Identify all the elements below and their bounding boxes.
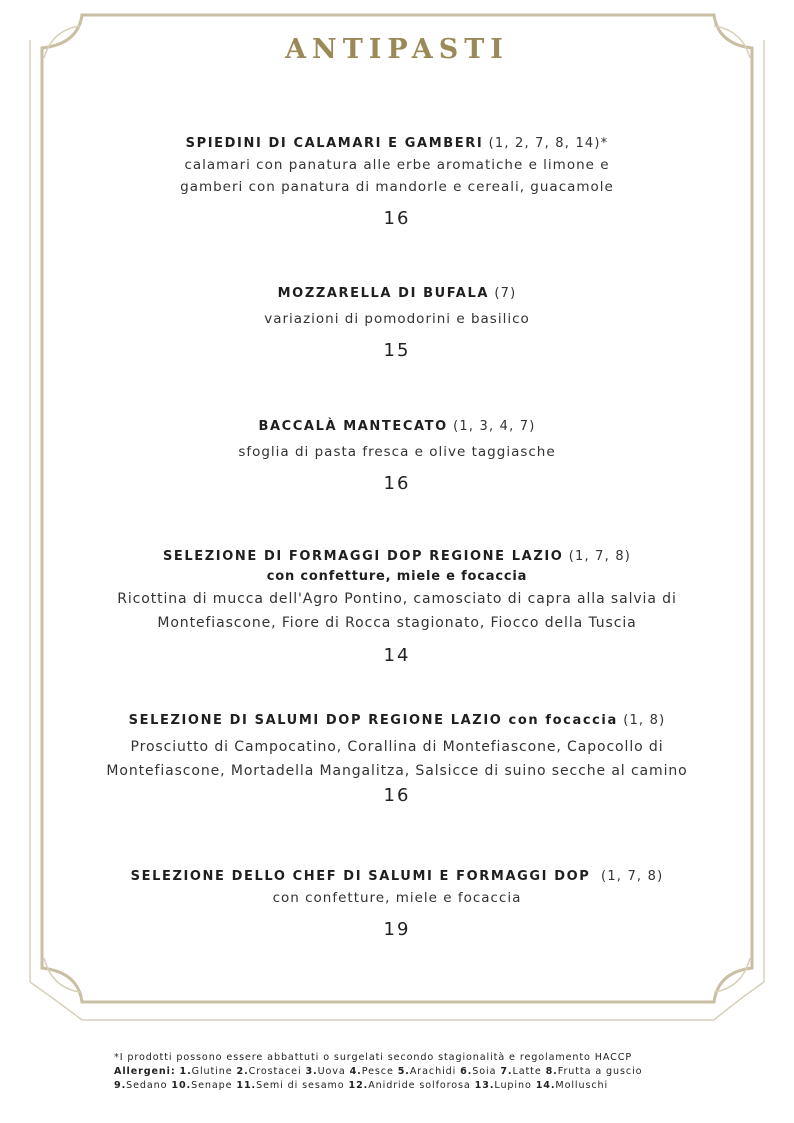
dish-name: SPIEDINI DI CALAMARI E GAMBERI (185, 136, 484, 151)
dish-name: SELEZIONE DELLO CHEF DI SALUMI E FORMAGGI DOP (130, 869, 591, 884)
allergen-item: Crostacei (248, 1066, 302, 1077)
allergen-footer (114, 1051, 734, 1093)
menu-item (60, 134, 734, 229)
allergen-item: Latte (512, 1066, 542, 1077)
dish-name: MOZZARELLA DI BUFALA (277, 286, 489, 301)
allergen-item: Soia (472, 1066, 497, 1077)
menu-item (60, 417, 734, 494)
dish-description-line: gamberi con panatura di mandorle e cereali, guacamole (180, 179, 614, 195)
dish-description-line: Montefiascone, Mortadella Mangalitza, Salsicce di suino secche al camino (106, 763, 688, 779)
menu-item (60, 284, 734, 361)
allergen-list-line-2: 9.Sedano 10.Senape 11.Semi di sesamo 12.Anidride solforosa 13.Lupino 14.Molluschi (114, 1080, 609, 1091)
allergen-item: Pesce (361, 1066, 394, 1077)
dish-price: 16 (383, 785, 411, 806)
dish-allergens: (1, 7, 8) (563, 549, 632, 564)
dish-allergens: (1, 3, 4, 7) (447, 419, 536, 434)
dish-description-line: calamari con panatura alle erbe aromatiche e limone e (184, 157, 610, 173)
allergen-list-line-1: Allergeni: 1.Glutine 2.Crostacei 3.Uova 4.Pesce 5.Arachidi 6.Soia 7.Latte 8.Frutta a guscio (114, 1066, 643, 1077)
dish-description-line: Ricottina di mucca dell'Agro Pontino, camosciato di capra alla salvia di (117, 591, 677, 607)
dish-name: SELEZIONE DI FORMAGGI DOP REGIONE LAZIO (162, 549, 564, 564)
dish-allergens: (1, 7, 8) (590, 869, 664, 884)
dish-description-line: con confetture, miele e focaccia (272, 890, 522, 906)
dish-name: SELEZIONE DI SALUMI DOP REGIONE LAZIO con focaccia (128, 713, 618, 728)
dish-allergens: (1, 8) (617, 713, 666, 728)
dish-description-line: Montefiascone, Fiore di Rocca stagionato, Fiocco della Tuscia (157, 615, 637, 631)
menu-item (60, 547, 734, 666)
menu-item (60, 867, 734, 940)
dish-price: 14 (383, 645, 411, 666)
dish-description-line: variazioni di pomodorini e basilico (264, 311, 530, 327)
dish-description-line: sfoglia di pasta fresca e olive taggiasche (238, 444, 556, 460)
dish-name: BACCALÀ MANTECATO (258, 419, 448, 434)
allergen-item: Arachidi (409, 1066, 457, 1077)
dish-allergens: (7) (489, 286, 517, 301)
page-title: ANTIPASTI (285, 34, 509, 65)
allergen-item: Semi di sesamo (256, 1080, 345, 1091)
dish-description-line: Prosciutto di Campocatino, Corallina di Montefiascone, Capocollo di (130, 739, 664, 755)
dish-subtitle: con confetture, miele e focaccia (266, 569, 528, 584)
dish-price: 16 (383, 473, 411, 494)
dish-allergens: (1, 2, 7, 8, 14)* (483, 136, 609, 151)
allergen-item: Anidride solforosa (368, 1080, 471, 1091)
allergen-item: Uova (317, 1066, 346, 1077)
dish-price: 19 (383, 919, 411, 940)
allergens-label: Allergeni: (114, 1066, 176, 1077)
allergen-item: Glutine (191, 1066, 233, 1077)
allergen-item: Frutta a guscio (557, 1066, 643, 1077)
allergen-item: Sedano (126, 1080, 168, 1091)
allergen-item: Molluschi (555, 1080, 609, 1091)
allergen-item: Lupino (494, 1080, 532, 1091)
allergen-item: Senape (191, 1080, 233, 1091)
dish-price: 16 (383, 208, 411, 229)
footer-note: *I prodotti possono essere abbattuti o surgelati secondo stagionalità e regolamento HACCP (114, 1052, 633, 1063)
dish-price: 15 (383, 340, 411, 361)
menu-item (40, 711, 754, 806)
